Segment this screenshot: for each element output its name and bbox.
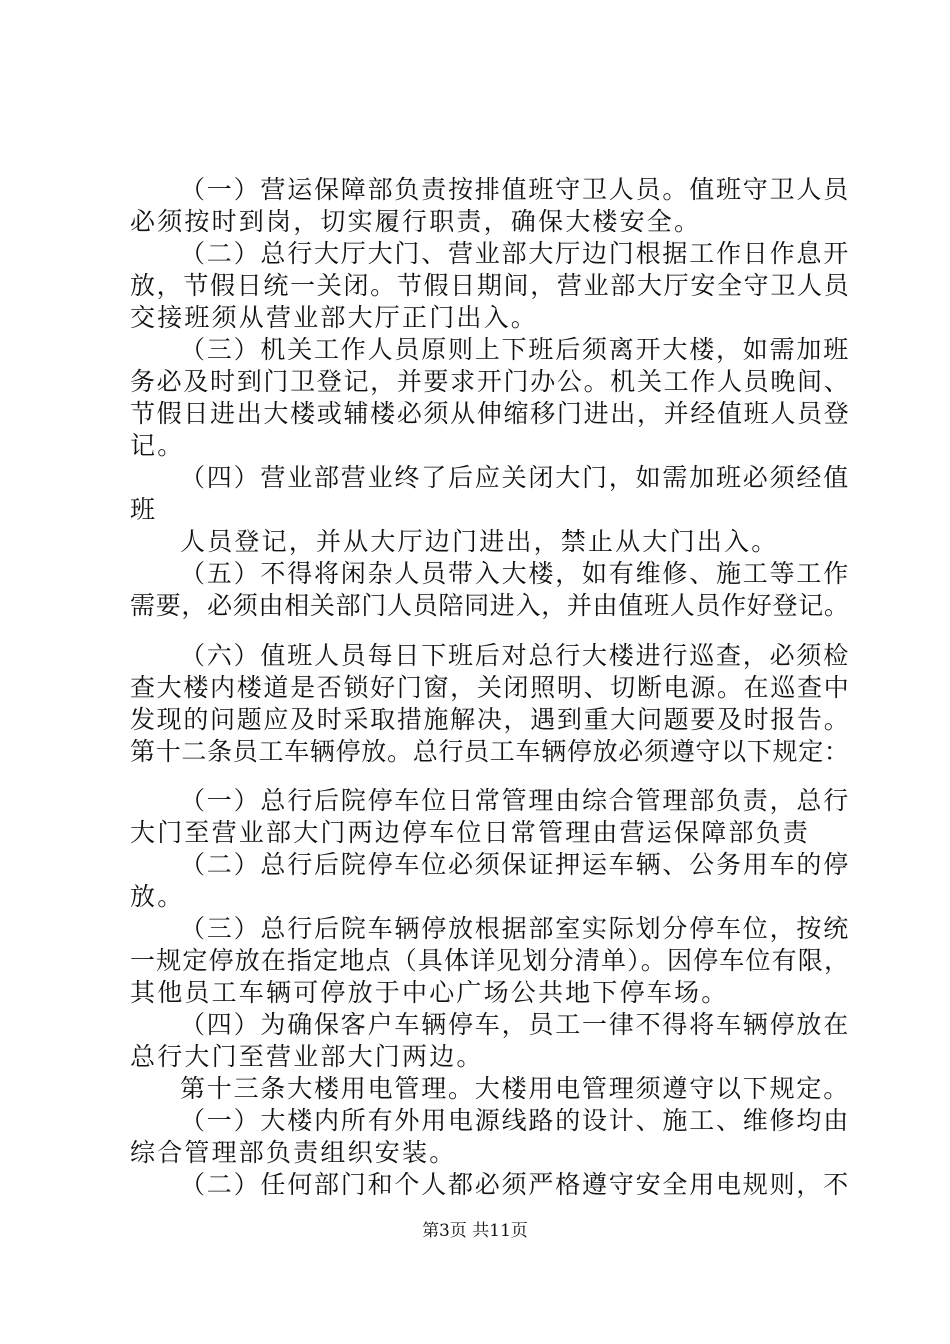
text-line: 人员登记，并从大厅边门进出，禁止从大门出入。 [180, 527, 779, 556]
text-line: （一）大楼内所有外用电源线路的设计、施工、维修均由 [180, 1106, 851, 1135]
text-line: 务必及时到门卫登记，并要求开门办公。机关工作人员晚间、 [130, 367, 851, 396]
text-line: 发现的问题应及时采取措施解决，遇到重大问题要及时报告。 [130, 705, 851, 734]
text-line: （三）机关工作人员原则上下班后须离开大楼，如需加班 [180, 335, 851, 364]
text-line: 需要，必须由相关部门人员陪同进入，并由值班人员作好登记。 [130, 591, 850, 620]
text-line: 综合管理部负责组织安装。 [130, 1138, 457, 1167]
text-line: （六）值班人员每日下班后对总行大楼进行巡查，必须检 [180, 641, 851, 670]
text-line: （二）任何部门和个人都必须严格遵守安全用电规则，不 [180, 1170, 851, 1199]
text-line: （二）总行大厅大门、营业部大厅边门根据工作日作息开 [180, 239, 851, 268]
text-line: （四）为确保客户车辆停车，员工一律不得将车辆停放在 [180, 1010, 851, 1039]
text-line: （四）营业部营业终了后应关闭大门，如需加班必须经值 [180, 463, 851, 492]
text-line: 其他员工车辆可停放于中心广场公共地下停车场。 [130, 978, 729, 1007]
text-line: 节假日进出大楼或辅楼必须从伸缩移门进出，并经值班人员登 [130, 399, 851, 428]
text-line: （一）营运保障部负责按排值班守卫人员。值班守卫人员 [180, 175, 851, 204]
text-line: 总行大门至营业部大门两边。 [130, 1042, 484, 1071]
text-line: 一规定停放在指定地点（具体详见划分清单）。因停车位有限， [130, 946, 851, 975]
text-line: （一）总行后院停车位日常管理由综合管理部负责，总行 [180, 786, 851, 815]
text-line: 第十二条员工车辆停放。总行员工车辆停放必须遵守以下规定： [130, 737, 850, 766]
text-line: 查大楼内楼道是否锁好门窗，关闭照明、切断电源。在巡查中 [130, 673, 851, 702]
text-line: 大门至营业部大门两边停车位日常管理由营运保障部负责 [130, 818, 811, 847]
text-line: 放，节假日统一关闭。节假日期间，营业部大厅安全守卫人员 [130, 271, 851, 300]
text-line: （五）不得将闲杂人员带入大楼，如有维修、施工等工作 [180, 559, 851, 588]
text-line: （二）总行后院停车位必须保证押运车辆、公务用车的停 [180, 850, 851, 879]
text-line: 记。 [130, 431, 185, 460]
text-line: 放。 [130, 882, 185, 911]
text-line: 第十三条大楼用电管理。大楼用电管理须遵守以下规定。 [180, 1074, 851, 1103]
text-line: （三）总行后院车辆停放根据部室实际划分停车位，按统 [180, 914, 851, 943]
text-line: 班 [130, 495, 158, 524]
text-line: 交接班须从营业部大厅正门出入。 [130, 303, 539, 332]
page-footer: 第3页 共11页 [422, 1221, 528, 1241]
text-line: 必须按时到岗，切实履行职责，确保大楼安全。 [130, 207, 702, 236]
